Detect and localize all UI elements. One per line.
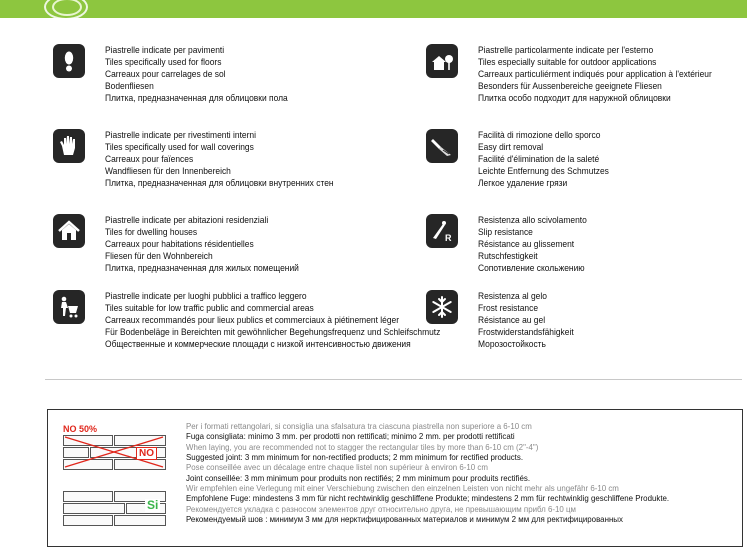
- feature-line: Besonders für Aussenbereiche geeignete Fliesen: [478, 80, 662, 92]
- header-bar: [0, 0, 747, 18]
- feature-line: Piastrelle indicate per rivestimenti interni: [105, 129, 257, 140]
- feature-line: Rutschfestigkeit: [478, 250, 538, 262]
- feature-line: Легкое удаление грязи: [478, 177, 568, 189]
- feature-line: Slip resistance: [478, 226, 533, 238]
- feature-line: Tiles suitable for low traffic public and commercial areas: [105, 302, 314, 314]
- feature-line: Сопотивление скольжению: [478, 262, 585, 274]
- house-tree-icon: [426, 44, 458, 78]
- feature-line: Résistance au glissement: [478, 238, 575, 250]
- footprint-icon: [53, 44, 85, 78]
- feature-line: Carreaux particuliérment indiqués pour application à l'extérieur: [478, 68, 712, 80]
- feature-line: Плитка, предназначенная для облицовки внутренних стен: [105, 177, 334, 189]
- tile-brick: [63, 491, 113, 502]
- si-stamp: Si: [147, 498, 159, 512]
- feature-line: Frost resistance: [478, 302, 539, 314]
- feature-line: Piastrelle indicate per abitazioni residenziali: [105, 214, 269, 225]
- feature-line: Морозостойкость: [478, 338, 546, 350]
- snowflake-icon: [426, 290, 458, 324]
- feature-line: Плитка особо подходит для наружной облицовки: [478, 92, 671, 104]
- feature-line: Easy dirt removal: [478, 141, 544, 153]
- feature-line: Frostwiderstandsfähigkeit: [478, 326, 574, 338]
- feature-line: Résistance au gel: [478, 314, 546, 326]
- laying-line: Fuga consigliata: minimo 3 mm. per prodotti non rettificati; minimo 2 mm. per prodotti rettificati: [186, 431, 515, 442]
- feature-line: Tiles for dwelling houses: [105, 226, 198, 238]
- feature-line: Tiles specifically used for floors: [105, 56, 222, 68]
- feature-line: Bodenfliesen: [105, 80, 154, 92]
- no-50-label: NO 50%: [63, 424, 98, 434]
- feature-line: Facilité d'élimination de la saleté: [478, 153, 600, 165]
- laying-line: Рекомендуется укладка с разносом элементов друг относительно друга, не превышающим прибл 6-10 цм: [186, 503, 576, 514]
- laying-line: Empfohlene Fuge: mindestens 3 mm für nicht rechtwinklig geschliffene Produkte; mindestens 2 mm für rechtwinklig geschliffene Produkte.: [186, 493, 670, 504]
- hand-icon: [53, 129, 85, 163]
- laying-text: [186, 421, 736, 524]
- feature-line: Carreaux recommandés pour lieux publics et commerciaux à piétinement léger: [105, 314, 400, 326]
- feature-line: Facilità di rimozione dello sporco: [478, 129, 601, 140]
- feature-line: Плитка, предназначенная для жилых помещений: [105, 262, 299, 274]
- laying-line: Joint conseillée: 3 mm minimum pour produits non rectifiés; 2 mm minimum pour produits rectifiés.: [186, 472, 531, 483]
- feature-line: Resistenza allo scivolamento: [478, 214, 587, 225]
- tile-brick: [114, 515, 166, 526]
- feature-line: Tiles specifically used for wall coverings: [105, 141, 254, 153]
- feature-line: Leichte Entfernung des Schmutzes: [478, 165, 609, 177]
- laying-line: Wir empfehlen eine Verlegung mit einer Verschiebung zwischen den einzelnen Leisten von nicht mehr als ungefähr 6-10 cm: [186, 483, 619, 494]
- svg-text:R: R: [445, 233, 452, 243]
- feature-line: Piastrelle indicate per luoghi pubblici a traffico leggero: [105, 290, 307, 301]
- tile-brick: [63, 503, 125, 514]
- feature-line: Fliesen für den Wohnbereich: [105, 250, 213, 262]
- feature-line: Für Bodenbeläge in Bereichten mit gewöhnlicher Begehungsfrequenz und Schleifschmutz: [105, 326, 441, 338]
- feature-line: Wandfliesen für den Innenbereich: [105, 165, 231, 177]
- feature-line: Tiles especially suitable for outdoor applications: [478, 56, 657, 68]
- laying-line: Рекомендуемый шов : минимум 3 мм для нерктифицированных материалов и минимум 2 мм для ректифицированных: [186, 514, 623, 525]
- home-icon: [53, 214, 85, 248]
- divider: [45, 379, 742, 380]
- trolley-person-icon: [53, 290, 85, 324]
- laying-line: Pose conseillée avec un décalage entre chaque listel non supérieur à environ 6-10 cm: [186, 462, 488, 473]
- slip-resistance-icon: [426, 214, 458, 248]
- feature-line: Piastrelle indicate per pavimenti: [105, 44, 225, 55]
- laying-line: When laying, you are recommended not to stagger the rectangular tiles by more than 6-10 cm (2"-4"): [186, 441, 539, 452]
- correct-stagger-diagram: [63, 491, 165, 525]
- feature-line: Piastrelle particolarmente indicate per l'esterno: [478, 44, 654, 55]
- feature-line: Carreaux pour carrelages de sol: [105, 68, 226, 80]
- feature-line: Carreaux pour habitations résidentielles: [105, 238, 254, 250]
- laying-line: Per i formati rettangolari, si consiglia una sfalsatura tra ciascuna piastrella non superiore a 6-10 cm: [186, 421, 532, 431]
- feature-line: Carreaux pour faïences: [105, 153, 194, 165]
- feature-line: Resistenza al gelo: [478, 290, 547, 301]
- no-stagger-diagram: [63, 435, 165, 469]
- feature-line: Общественные и коммерческие площади с низкой интенсивностью движения: [105, 338, 411, 350]
- feature-line: Плитка, предназначенная для облицовки пола: [105, 92, 288, 104]
- tile-brick: [63, 515, 113, 526]
- no-stamp: NO: [136, 447, 157, 460]
- cleaning-brush-icon: [426, 129, 458, 163]
- laying-line: Suggested joint: 3 mm minimum for non-rectified products; 2 mm minimum for rectified products.: [186, 452, 524, 463]
